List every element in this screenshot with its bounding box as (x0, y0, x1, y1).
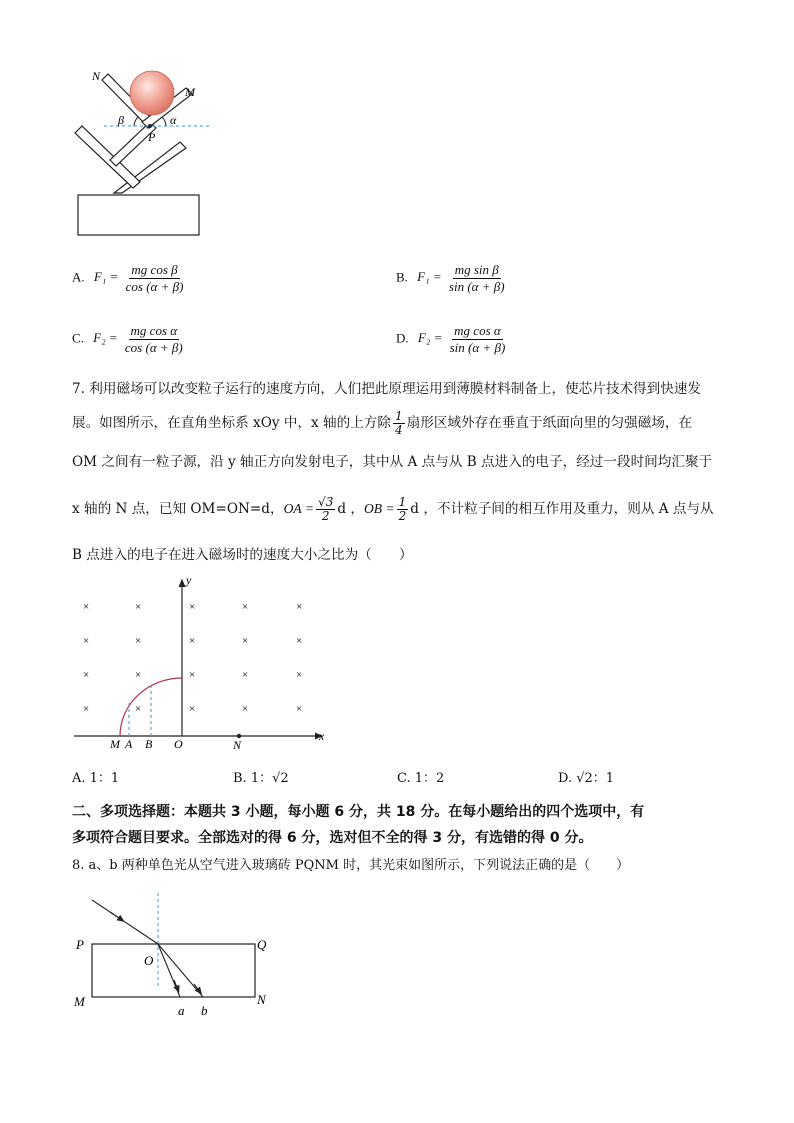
option-denominator: cos (α + β) (125, 279, 184, 294)
q6-option-C[interactable] (72, 323, 187, 356)
oa-rhs: d ， (337, 501, 364, 517)
label-x: x (319, 729, 325, 743)
oa-den: 2 (321, 509, 330, 523)
label-M: M (110, 737, 120, 751)
q7-line-3: OM 之间有一粒子源，沿 y 轴正方向发射电子，其中从 A 点与从 B 点进入的电子，经过一段时间均汇聚于 (72, 454, 713, 470)
label-beta: β (118, 113, 124, 127)
section-2-heading-line-1: 二、多项选择题：本题共 3 小题，每小题 6 分，共 18 分。在每小题给出的四个选项中，有 (72, 804, 645, 820)
option-lhs: F₂ = (93, 330, 118, 346)
label-P: P (148, 130, 156, 144)
field-cross: × (242, 703, 249, 715)
figure-q6-ball-on-supports (70, 60, 240, 240)
q7-option-D[interactable]: D. √2：1 (558, 771, 615, 786)
label-O: O (144, 953, 154, 968)
field-cross: × (83, 703, 90, 715)
field-cross: × (296, 601, 303, 613)
glass-brick (92, 944, 255, 997)
option-lhs: F₁ = (93, 269, 119, 285)
point-P (148, 124, 152, 128)
q7-line-2a: 展。如图所示，在直角坐标系 xOy 中，x 轴的上方除 (72, 415, 391, 431)
ob-rhs: d ，不计粒子间的相互作用及重力，则从 A 点与从 (410, 501, 714, 517)
option-denominator: sin (α + β) (449, 340, 506, 355)
option-denominator: cos (α + β) (124, 340, 183, 355)
field-cross: × (242, 635, 249, 647)
option-letter: A. (72, 269, 85, 285)
q7-line-5: B 点进入的电子在进入磁场时的速度大小之比为（ ） (72, 547, 413, 563)
base-block (78, 195, 199, 235)
q6-option-A[interactable] (72, 262, 187, 295)
field-cross: × (135, 669, 142, 681)
incident-ray (92, 900, 158, 944)
figure-q8-glass-brick (70, 888, 280, 1023)
field-cross: × (296, 703, 303, 715)
oa-lhs: OA = (283, 501, 315, 516)
angle-alpha-arc (162, 117, 166, 126)
q7-line-2 (72, 410, 692, 437)
incident-arrow (110, 912, 122, 920)
field-cross: × (242, 669, 249, 681)
field-cross: × (135, 635, 142, 647)
field-cross: × (242, 601, 249, 613)
q8-stem: 8. a、b 两种单色光从空气进入玻璃砖 PQNM 时，其光束如图所示，下列说法正确的是（ ） (72, 858, 630, 873)
option-numerator: mg cos α (454, 323, 501, 338)
label-alpha: α (170, 113, 177, 127)
label-N: N (257, 992, 266, 1007)
angle-beta-arc (134, 117, 138, 126)
label-B: B (145, 737, 153, 751)
field-cross: × (189, 703, 196, 715)
field-cross: × (189, 601, 196, 613)
field-cross: × (296, 669, 303, 681)
ob-num: 1 (398, 495, 407, 509)
figure-q7-magnetic-field (70, 572, 340, 754)
q7-line-4 (72, 496, 714, 523)
field-cross: × (83, 601, 90, 613)
field-cross: × (189, 669, 196, 681)
label-b: b (201, 1003, 208, 1018)
option-letter: D. (396, 330, 409, 346)
oa-num: √3 (318, 495, 334, 509)
label-A: A (125, 737, 133, 751)
q7-line-1: 7. 利用磁场可以改变粒子运行的速度方向，人们把此原理运用到薄膜材料制备上，使芯片技术得到快速发 (72, 381, 702, 397)
q7-option-C[interactable]: C. 1：2 (397, 771, 445, 786)
field-cross: × (189, 635, 196, 647)
section-2-heading-line-2: 多项符合题目要求。全部选对的得 6 分，选对但不全的得 3 分，有选错的得 0 分。 (72, 830, 593, 846)
label-y: y (186, 573, 192, 587)
ball (130, 71, 174, 115)
ob-den: 2 (398, 509, 407, 523)
option-lhs: F₂ = (417, 330, 443, 346)
field-cross: × (83, 635, 90, 647)
frac-quarter-den: 4 (395, 423, 403, 437)
field-cross: × (296, 635, 303, 647)
label-M: M (185, 85, 195, 99)
label-N: N (92, 69, 101, 83)
frac-quarter-num: 1 (395, 409, 403, 423)
label-a: a (178, 1003, 185, 1018)
field-cross: × (135, 601, 142, 613)
q6-option-D[interactable] (396, 323, 509, 356)
label-P: P (76, 937, 84, 952)
option-letter: C. (72, 330, 84, 346)
label-O: O (174, 737, 183, 751)
option-numerator: mg cos β (131, 262, 178, 277)
ob-lhs: OB = (363, 501, 395, 516)
field-cross: × (135, 703, 142, 715)
q7-line-4a: x 轴的 N 点，已知 OM=ON=d， (72, 501, 284, 517)
q7-option-A[interactable]: A. 1：1 (72, 771, 120, 786)
label-Q: Q (257, 937, 267, 952)
q6-option-B[interactable] (396, 262, 509, 295)
option-numerator: mg sin β (454, 262, 499, 277)
field-cross: × (83, 669, 90, 681)
support-arm-cross (75, 126, 140, 188)
option-numerator: mg cos α (130, 323, 178, 338)
option-letter: B. (396, 269, 408, 285)
option-lhs: F₁ = (417, 269, 442, 285)
q7-line-2b: 扇形区域外存在垂直于纸面向里的匀强磁场，在 (406, 415, 693, 431)
q7-option-B[interactable]: B. 1：√2 (233, 771, 289, 786)
option-denominator: sin (α + β) (448, 279, 505, 294)
label-M: M (74, 994, 85, 1009)
label-N: N (233, 738, 242, 752)
field-crosses (83, 601, 302, 715)
